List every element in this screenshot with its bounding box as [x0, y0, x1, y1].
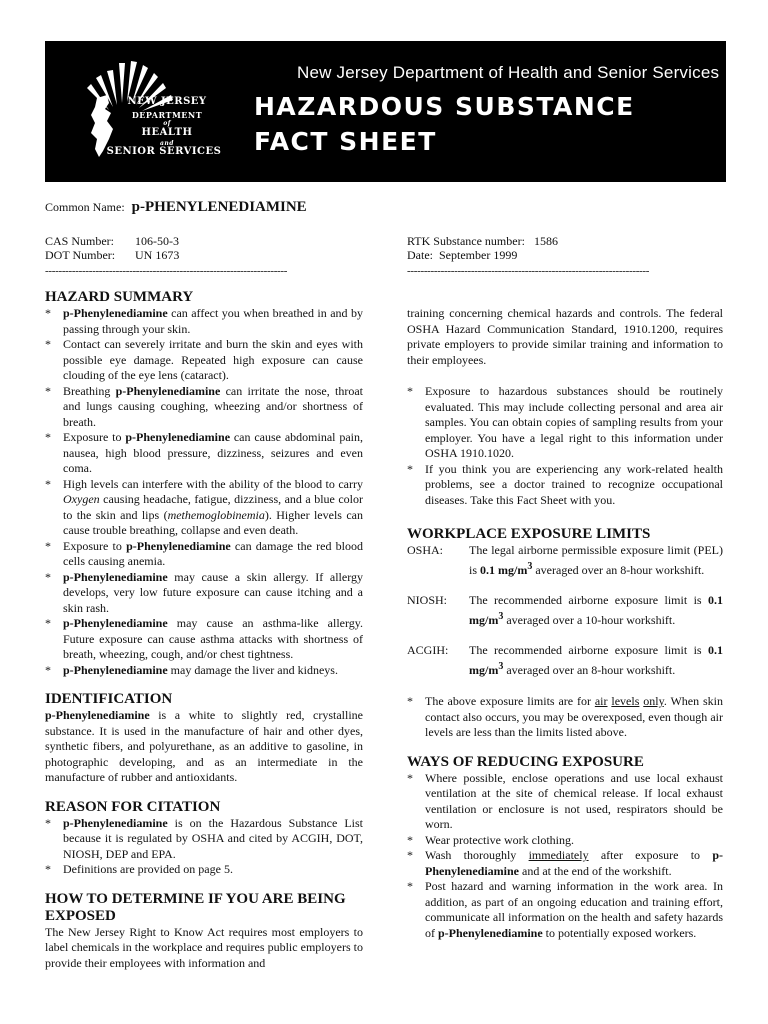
logo-text-6: SENIOR SERVICES — [106, 146, 222, 157]
cas-label: CAS Number: — [45, 234, 114, 248]
logo-text-5: and — [160, 140, 174, 147]
date-label: Date: — [407, 248, 433, 262]
banner-title-1: HAZARDOUS SUBSTANCE — [254, 92, 635, 121]
how-exposed-heading: HOW TO DETERMINE IF YOU ARE BEING EXPOSED — [45, 890, 346, 924]
divider-right: ------------------------------------------------------------------------ — [407, 265, 650, 277]
logo-text-4: HEALTH — [141, 127, 193, 138]
banner-title-2: FACT SHEET — [254, 127, 437, 156]
list-item: * Post hazard and warning information in the work area. In addition, as part of an ongoing education and training effort, communicate all information on the health and safety hazards of p-Phenylenediamine to potentially exposed workers. — [407, 879, 723, 941]
limit-osha: OSHA: The legal airborne permissible exposure limit (PEL) is 0.1 $mg/m^3$ averaged over an 8-hour workshift. — [407, 543, 723, 577]
identification-text: p-Phenylenediamine is a white to slightly red, crystalline substance. It is used in the manufacture of hair and other dyes, synthetic fibers, and polyurethane, as an additive to gasoline, in photographic developing, and as an intermediate in the manufacture of rubber and antioxidants. — [45, 708, 363, 784]
department-name: New Jersey Department of Health and Senior Services — [297, 63, 720, 82]
reducing-list — [407, 771, 723, 942]
list-item: * Wash thoroughly immediately after exposure to p-Phenylenediamine and at the end of the workshift. — [407, 848, 723, 879]
list-item: * High levels can interfere with the ability of the blood to carry Oxygen causing headache, fatigue, dizziness, and a blue color to the skin and lips (methemoglobinemia). Higher levels can cause trouble breathing, collapse and even death. — [45, 477, 363, 539]
date — [407, 248, 517, 262]
date-value: September 1999 — [439, 248, 518, 262]
how-exposed-text-cont: training concerning chemical hazards and controls. The federal OSHA Hazard Communication Standard, 1910.1200, requires private employers to provide similar training and information to their employees. — [407, 306, 723, 367]
logo-text-1: NEW JERSEY — [127, 96, 207, 107]
rtk-label: RTK Substance number: — [407, 234, 525, 248]
limit-acgih: ACGIH: The recommended airborne exposure limit is 0.1 $mg/m^3$ averaged over an 8-hour workshift. — [407, 643, 723, 677]
list-item: * The above exposure limits are for air levels only. When skin contact also occurs, you may be overexposed, even though air levels are less than the limits listed above. — [407, 694, 723, 741]
common-name — [45, 199, 307, 216]
list-item: * Breathing p-Phenylenediamine can irritate the nose, throat and lungs causing coughing, wheezing and/or shortness of breath. — [45, 384, 363, 431]
logo-text-3: of — [163, 120, 171, 127]
list-item: * Exposure to p-Phenylenediamine can damage the red blood cells causing anemia. — [45, 539, 363, 570]
identification-heading: IDENTIFICATION — [45, 691, 173, 707]
rtk-value: 1586 — [533, 234, 558, 248]
dot-number — [45, 248, 179, 262]
list-item: * Exposure to p-Phenylenediamine can cause abdominal pain, nausea, high blood pressure, dizziness, seizures and even coma. — [45, 430, 363, 477]
header-banner — [45, 41, 726, 182]
list-item: * p-Phenylenediamine is on the Hazardous Substance List because it is regulated by OSHA and cited by ACGIH, DOT, NIOSH, DEP and EPA. — [45, 816, 363, 863]
right-column — [407, 306, 723, 941]
department-logo — [47, 43, 247, 184]
divider-left: ------------------------------------------------------------------------ — [45, 265, 288, 277]
list-item: * p-Phenylenediamine can affect you when breathed in and by passing through your skin. — [45, 306, 363, 337]
how-exposed-text: The New Jersey Right to Know Act requires most employers to label chemicals in the workplace and requires public employers to provide their employees with information and — [45, 924, 363, 970]
cas-value: 106-50-3 — [135, 234, 179, 248]
list-item: * Definitions are provided on page 5. — [45, 862, 363, 878]
how-exposed-list — [407, 384, 723, 508]
left-column — [45, 289, 363, 971]
dot-label: DOT Number: — [45, 248, 116, 262]
logo-text-2: DEPARTMENT — [131, 110, 203, 120]
list-item: * p-Phenylenediamine may cause a skin allergy. If allergy develops, very low future exposure can cause itching and a skin rash. — [45, 570, 363, 617]
dot-value: UN 1673 — [135, 248, 180, 262]
list-item: * Contact can severely irritate and burn the skin and eyes with possible eye damage. Repeated high exposure can cause clouding of the eye lens (cataract). — [45, 337, 363, 384]
list-item: * If you think you are experiencing any work-related health problems, see a doctor trained to recognize occupational diseases. Take this Fact Sheet with you. — [407, 462, 723, 509]
list-item: * Exposure to hazardous substances should be routinely evaluated. This may include collecting personal and area air samples. You can obtain copies of sampling results from your employer. You have a legal right to this information under OSHA 1910.1020. — [407, 384, 723, 462]
hazard-summary-heading: HAZARD SUMMARY — [45, 289, 194, 305]
common-name-label: Common Name: — [45, 200, 125, 214]
list-item: * Wear protective work clothing. — [407, 833, 723, 849]
hazard-summary-list — [45, 306, 363, 678]
limits-note — [407, 694, 723, 741]
common-name-value: p-PHENYLENEDIAMINE — [131, 199, 307, 215]
reason-list — [45, 816, 363, 878]
list-item: * p-Phenylenediamine may cause an asthma-like allergy. Future exposure can cause asthma attacks with shortness of breath, wheezing, cough, and/or chest tightness. — [45, 616, 363, 663]
cas-number — [45, 234, 179, 248]
rtk-number — [407, 234, 558, 248]
limits-heading: WORKPLACE EXPOSURE LIMITS — [407, 526, 651, 542]
reducing-heading: WAYS OF REDUCING EXPOSURE — [407, 753, 644, 770]
limit-niosh: NIOSH: The recommended airborne exposure limit is 0.1 $mg/m^3$ averaged over a 10-hour workshift. — [407, 593, 723, 627]
reason-heading: REASON FOR CITATION — [45, 798, 221, 815]
list-item: * Where possible, enclose operations and use local exhaust ventilation at the site of chemical release. If local exhaust ventilation or enclosure is not used, respirators should be worn. — [407, 771, 723, 833]
list-item: * p-Phenylenediamine may damage the liver and kidneys. — [45, 663, 363, 679]
